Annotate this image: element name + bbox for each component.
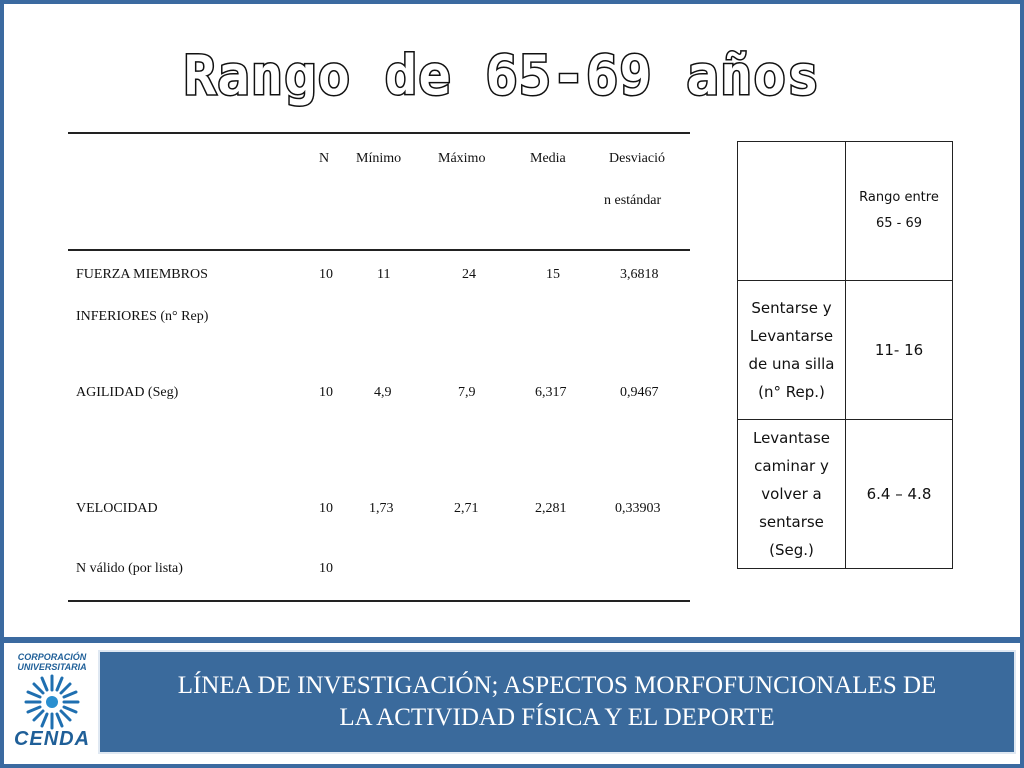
range-value: 11- 16: [846, 281, 953, 420]
test-label-line: Levantarse: [749, 327, 834, 345]
footer-text: [178, 670, 937, 734]
footer-band: [4, 637, 1020, 643]
footer-line1: LÍNEA DE INVESTIGACIÓN; ASPECTOS MORFOFUNCIONALES DE: [177, 672, 937, 699]
range-table: [737, 141, 953, 569]
header-max: Máximo: [438, 151, 486, 166]
cell-n: 10: [319, 561, 333, 576]
table-top-rule: [68, 132, 690, 134]
test-label-line: volver a: [761, 485, 822, 503]
table-header-rule: [68, 249, 690, 251]
range-value: 6.4 – 4.8: [846, 420, 953, 569]
cell-n: 10: [319, 385, 333, 400]
cenda-logo: [10, 650, 94, 754]
footer-line2: LA ACTIVIDAD FÍSICA Y EL DEPORTE: [339, 704, 775, 731]
test-label-line: caminar y: [754, 457, 829, 475]
cell-max: 24: [462, 267, 476, 282]
range-header-line1: Rango entre: [859, 190, 939, 205]
row-label: N válido (por lista): [76, 561, 183, 576]
cell-mean: 6,317: [535, 385, 567, 400]
test-label-line: (n° Rep.): [758, 383, 825, 401]
test-label-line: de una silla: [748, 355, 835, 373]
header-sd-line2: n estándar: [604, 193, 662, 208]
header-min: Mínimo: [356, 151, 402, 166]
cell-mean: 15: [546, 267, 560, 282]
row-label: FUERZA MIEMBROS: [76, 267, 208, 282]
cell-n: 10: [319, 501, 333, 516]
row-label: INFERIORES (n° Rep): [76, 309, 209, 324]
slide-title: Rango de 65-69 años: [183, 44, 821, 107]
cell-min: 11: [377, 267, 391, 282]
logo-sun-icon: [10, 672, 94, 732]
cell-max: 2,71: [454, 501, 479, 516]
logo-line1: CORPORACIÓN: [17, 652, 87, 662]
row-label: AGILIDAD (Seg): [76, 385, 179, 400]
cell-max: 7,9: [458, 385, 476, 400]
range-header-line2: 65 - 69: [875, 216, 923, 231]
header-n: N: [319, 151, 330, 166]
test-label: [738, 420, 846, 569]
range-header: [846, 142, 953, 281]
logo-line2: UNIVERSITARIA: [17, 662, 87, 672]
stats-table: [68, 132, 690, 602]
cell-sd: 0,9467: [620, 385, 659, 400]
test-label-line: Sentarse y: [751, 299, 832, 317]
cell-sd: 3,6818: [620, 267, 659, 282]
cell-mean: 2,281: [535, 501, 567, 516]
row-label: VELOCIDAD: [76, 501, 158, 516]
test-label: [738, 281, 846, 420]
cell-min: 1,73: [369, 501, 394, 516]
test-label-line: (Seg.): [769, 541, 814, 559]
logo-name: CENDA: [13, 728, 91, 750]
cell-n: 10: [319, 267, 333, 282]
test-label-line: Levantase: [752, 429, 830, 447]
logo-text-top: [10, 652, 94, 672]
cell-min: 4,9: [374, 385, 392, 400]
header-mean: Media: [530, 151, 566, 166]
footer-banner: [98, 650, 1016, 754]
header-sd-line1: Desviació: [609, 151, 665, 166]
table-bottom-rule: [68, 600, 690, 602]
test-label-line: sentarse: [759, 513, 824, 531]
cell-sd: 0,33903: [615, 501, 661, 516]
range-header-empty: [738, 142, 846, 281]
